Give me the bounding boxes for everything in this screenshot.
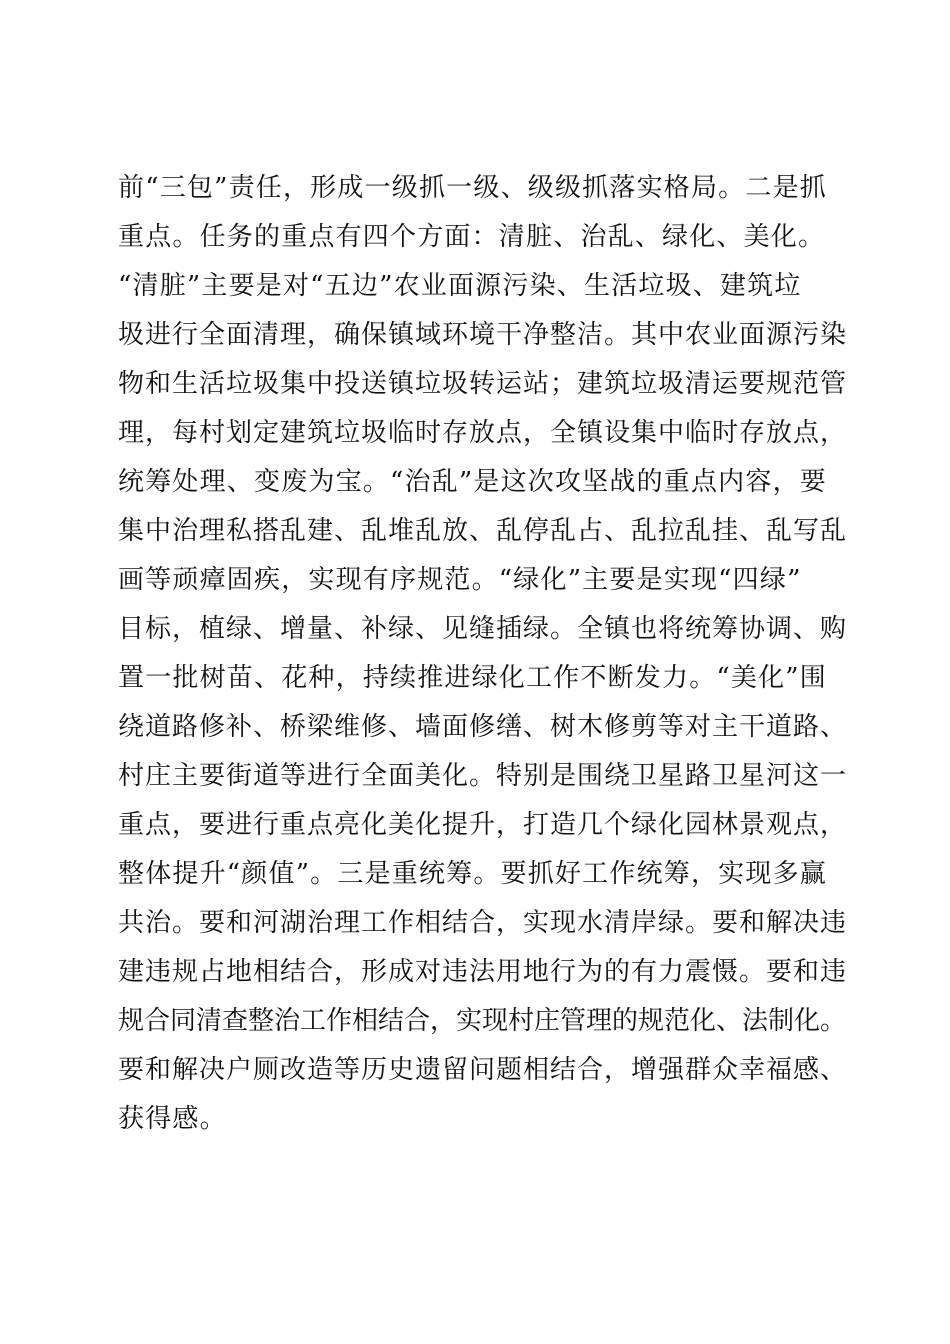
- text-line: 目标，植绿、增量、补绿、见缝插绿。全镇也将统筹协调、购: [118, 614, 848, 644]
- text-line: 物和生活垃圾集中投送镇垃圾转运站；建筑垃圾清运要规范管: [118, 369, 848, 399]
- text-line: 获得感。: [118, 1104, 227, 1134]
- text-line: 重点。任务的重点有四个方面：清脏、治乱、绿化、美化。: [118, 222, 826, 252]
- text-line: 理，每村划定建筑垃圾临时存放点，全镇设集中临时存放点，: [118, 418, 848, 448]
- text-line: 画等顽瘴固疾，实现有序规范。“绿化”主要是实现“四绿”: [118, 565, 802, 595]
- text-line: 整体提升“颜值”。三是重统筹。要抓好工作统筹，实现多赢: [118, 859, 827, 889]
- text-line: 前“三包”责任，形成一级抓一级、级级抓落实格局。二是抓: [118, 173, 827, 203]
- text-line: 建违规占地相结合，形成对违法用地行为的有力震慑。要和违: [118, 957, 848, 987]
- text-line: 村庄主要街道等进行全面美化。特别是围绕卫星路卫星河这一: [118, 761, 848, 791]
- text-line: 要和解决户厕改造等历史遗留问题相结合，增强群众幸福感、: [118, 1055, 848, 1085]
- text-line: 规合同清查整治工作相结合，实现村庄管理的规范化、法制化。: [118, 1006, 847, 1036]
- text-line: “清脏”主要是对“五边”农业面源污染、生活垃圾、建筑垃: [118, 271, 802, 301]
- text-line: 圾进行全面清理，确保镇域环境干净整洁。其中农业面源污染: [118, 320, 848, 350]
- text-line: 统筹处理、变废为宝。“治乱”是这次攻坚战的重点内容，要: [118, 467, 827, 497]
- body-paragraph: [118, 164, 848, 1144]
- text-line: 集中治理私搭乱建、乱堆乱放、乱停乱占、乱拉乱挂、乱写乱: [118, 516, 848, 546]
- text-line: 置一批树苗、花种，持续推进绿化工作不断发力。“美化”围: [118, 663, 827, 693]
- text-line: 共治。要和河湖治理工作相结合，实现水清岸绿。要和解决违: [118, 908, 848, 938]
- text-line: 绕道路修补、桥梁维修、墙面修缮、树木修剪等对主干道路、: [118, 712, 848, 742]
- text-line: 重点，要进行重点亮化美化提升，打造几个绿化园林景观点，: [118, 810, 848, 840]
